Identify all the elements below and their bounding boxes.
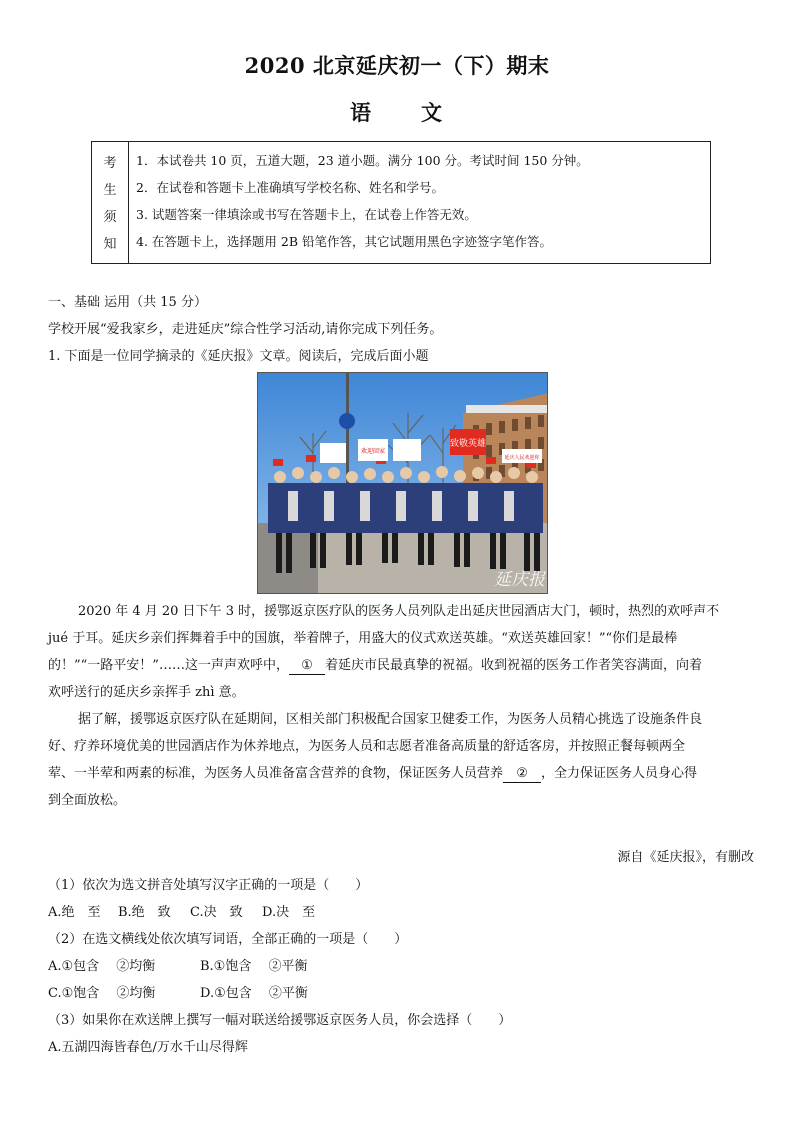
blank-2: ② [503, 766, 541, 783]
road-sign [339, 413, 355, 429]
notice-item: 2．在试卷和答题卡上准确填写学校名称、姓名和学号。 [136, 180, 444, 195]
sign-text: 延庆人民欢迎你 [504, 455, 540, 461]
notice-side-char: 考 [103, 156, 117, 171]
question-stem: （1）依次为选文拼音处填写汉字正确的一项是（ ） [48, 878, 369, 893]
notice-side-char: 生 [103, 183, 117, 198]
notice-side-char: 知 [103, 237, 117, 252]
notice-item: 4. 在答题卡上，选择题用 2B 铅笔作答，其它试题用黑色字迹签字笔作答。 [136, 234, 552, 249]
sign-text: 欢迎回家 [360, 448, 386, 455]
subject-char: 语 [350, 100, 373, 125]
notice-item: 3. 试题答案一律填涂或书写在答题卡上，在试卷上作答无效。 [136, 207, 477, 222]
subject-char: 文 [421, 100, 444, 125]
article-p1-line2: jué 于耳。延庆乡亲们挥舞着手中的国旗，举着牌子，用盛大的仪式欢送英雄。“欢送英雄回家！”“你们是最棒 [48, 631, 678, 646]
option: D.①包含 ②平衡 [200, 986, 308, 1001]
section-intro: 学校开展“爱我家乡，走进延庆”综合性学习活动,请你完成下列任务。 [48, 322, 443, 337]
question-options [48, 901, 315, 920]
article-source: 源自《延庆报》，有删改 [617, 850, 754, 865]
article-p2-line1: 据了解，援鄂返京医疗队在延期间，区相关部门积极配合国家卫健委工作，为医务人员精心挑选了设施条件良 [78, 712, 703, 727]
article-p2-line4: 到全面放松。 [48, 793, 127, 808]
notice-item: 1．本试卷共 10 页，五道大题，23 道小题。满分 100 分。考试时间 150 分钟。 [136, 153, 589, 168]
question-options [48, 982, 308, 1001]
option: B.①饱含 ②平衡 [200, 959, 308, 974]
option: A.绝 至 [48, 905, 101, 920]
option: C.①饱含 ②均衡 [48, 986, 156, 1001]
article-p1-line4: 欢呼送行的延庆乡亲挥手 zhì 意。 [48, 685, 245, 700]
option: A.五湖四海皆春色/万水千山尽得辉 [48, 1040, 248, 1055]
subject-title [0, 97, 794, 127]
question-stem: （3）如果你在欢送牌上撰写一幅对联送给援鄂返京医务人员，你会选择（ ） [48, 1013, 512, 1028]
article-text: 的！”“一路平安！”……这一声声欢呼中， [48, 658, 289, 673]
question-1-intro: 1. 下面是一位同学摘录的《延庆报》文章。阅读后，完成后面小题 [48, 349, 429, 364]
option: D.决 至 [262, 905, 316, 920]
question-stem: （2）在选文横线处依次填写词语，全部正确的一项是（ ） [48, 932, 408, 947]
article-p2-line3 [48, 760, 697, 787]
section-heading: 一、基础 运用（共 15 分） [48, 295, 207, 310]
question-options [48, 955, 307, 974]
option: B.绝 致 [118, 905, 171, 920]
option: C.决 致 [190, 905, 243, 920]
exam-title: 2020 北京延庆初一（下）期末 [244, 53, 550, 78]
blank-1: ① [289, 658, 325, 675]
notice-side-label [92, 142, 129, 263]
news-photo-illustration [258, 373, 548, 594]
article-text: 荤、一半荤和两素的标准，为医务人员准备富含营养的食物，保证医务人员营养 [48, 766, 504, 781]
article-text: 着延庆市民最真挚的祝福。收到祝福的医务工作者笑容满面，向着 [324, 658, 702, 673]
candidate-notice-box [91, 141, 711, 264]
question-options [48, 1036, 248, 1055]
sign-text: 致敬英雄 [449, 439, 487, 449]
photo-watermark: 延庆报 [494, 570, 545, 590]
article-p1-line1: 2020 年 4 月 20 日下午 3 时，援鄂返京医疗队的医务人员列队走出延庆世园酒店大门，顿时，热烈的欢呼声不 [78, 604, 720, 619]
article-p2-line2: 好、疗养环境优美的世园酒店作为休养地点，为医务人员和志愿者准备高质量的舒适客房，并按照正餐每顿两全 [48, 739, 686, 754]
article-text: ，全力保证医务人员身心得 [541, 766, 698, 781]
news-photo [257, 372, 548, 594]
article-p1-line3 [48, 652, 702, 679]
option: A.①包含 ②均衡 [48, 959, 156, 974]
notice-side-char: 须 [103, 210, 117, 225]
